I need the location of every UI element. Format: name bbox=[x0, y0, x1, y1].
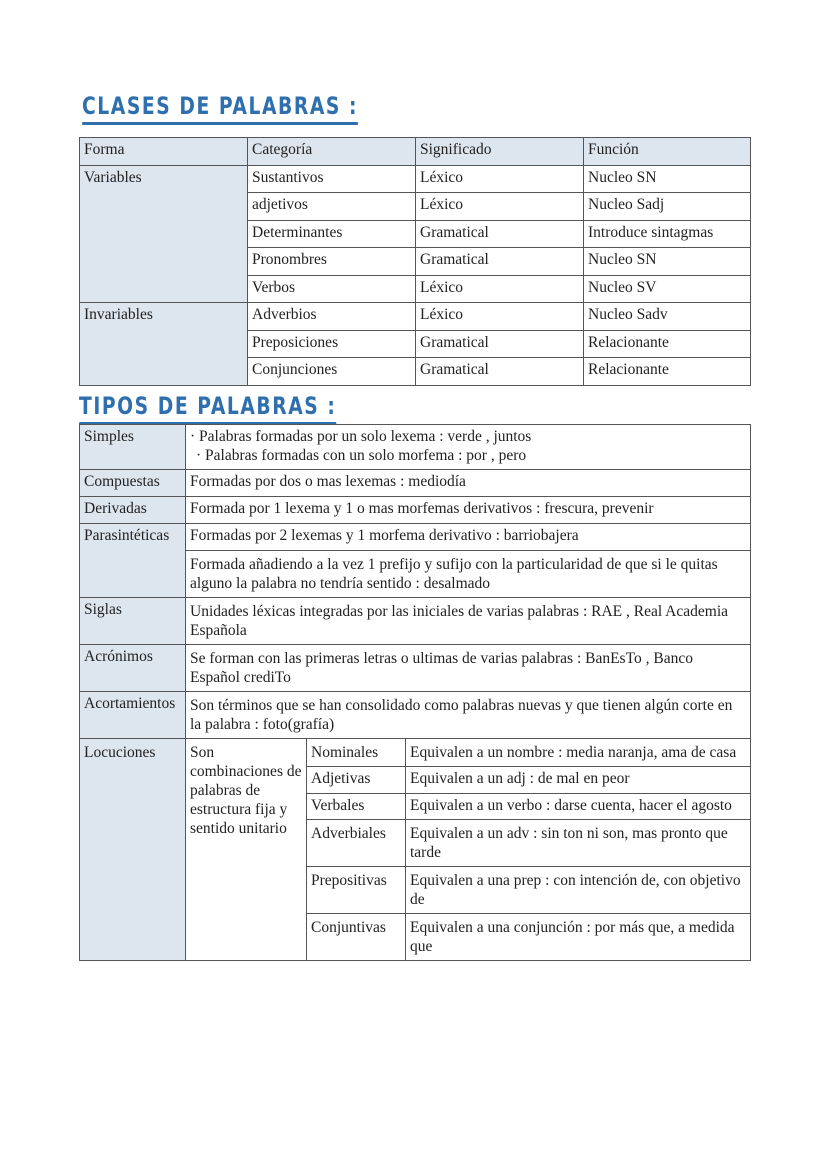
locuciones-description: Son combinaciones de palabras de estructura fija y sentido unitario bbox=[186, 739, 307, 961]
locucion-text: Equivalen a un verbo : darse cuenta, hacer el agosto bbox=[406, 794, 751, 820]
tipo-label: Acrónimos bbox=[80, 645, 186, 692]
table-row bbox=[80, 598, 751, 645]
tipo-description: Formada por 1 lexema y 1 o mas morfemas derivativos : frescura, prevenir bbox=[186, 497, 751, 524]
tipo-label: Parasintéticas bbox=[80, 524, 186, 598]
funcion-cell: Nucleo Sadv bbox=[584, 303, 751, 331]
clases-table bbox=[79, 137, 751, 386]
forma-cell: Invariables bbox=[80, 303, 248, 386]
funcion-cell: Relacionante bbox=[584, 358, 751, 386]
tipo-description: Se forman con las primeras letras o ultimas de varias palabras : BanEsTo , Banco Español crediTo bbox=[186, 645, 751, 692]
table-row bbox=[80, 524, 751, 551]
tipo-description: Formadas por 2 lexemas y 1 morfema derivativo : barriobajera bbox=[186, 524, 751, 551]
significado-cell: Gramatical bbox=[416, 248, 584, 276]
simples-line-1: · Palabras formadas por un solo lexema : verde , juntos bbox=[190, 428, 532, 445]
tipo-description: Unidades léxicas integradas por las iniciales de varias palabras : RAE , Real Academia Española bbox=[186, 598, 751, 645]
significado-cell: Gramatical bbox=[416, 330, 584, 358]
tipo-label: Derivadas bbox=[80, 497, 186, 524]
forma-cell: Variables bbox=[80, 165, 248, 303]
header-cell: Categoría bbox=[248, 138, 416, 166]
tipo-label: Siglas bbox=[80, 598, 186, 645]
significado-cell: Gramatical bbox=[416, 220, 584, 248]
section-title-tipos-text: TIPOS DE PALABRAS : bbox=[79, 392, 337, 420]
table-row bbox=[80, 165, 751, 193]
section-title-tipos bbox=[79, 392, 336, 420]
locucion-text: Equivalen a un adj : de mal en peor bbox=[406, 767, 751, 794]
categoria-cell: adjetivos bbox=[248, 193, 416, 221]
categoria-cell: Conjunciones bbox=[248, 358, 416, 386]
simples-line-2: · Palabras formadas con un solo morfema : por , pero bbox=[196, 447, 527, 464]
locucion-text: Equivalen a un nombre : media naranja, ama de casa bbox=[406, 739, 751, 767]
tipos-table bbox=[79, 424, 751, 961]
table-row bbox=[80, 739, 751, 767]
table-row bbox=[80, 645, 751, 692]
table-header-row bbox=[80, 138, 751, 166]
table-row bbox=[80, 692, 751, 739]
tipo-description bbox=[186, 425, 751, 470]
significado-cell: Léxico bbox=[416, 303, 584, 331]
tipo-description: Formada añadiendo a la vez 1 prefijo y sufijo con la particularidad de que si le quitas alguno la palabra no tendría sentido : desalmado bbox=[186, 551, 751, 598]
locucion-type: Adjetivas bbox=[307, 767, 406, 794]
table-row bbox=[80, 470, 751, 497]
tipo-description: Son términos que se han consolidado como palabras nuevas y que tienen algún corte en la palabra : foto(grafía) bbox=[186, 692, 751, 739]
categoria-cell: Determinantes bbox=[248, 220, 416, 248]
section-title-clases bbox=[82, 92, 358, 120]
table-row bbox=[80, 303, 751, 331]
funcion-cell: Nucleo SN bbox=[584, 248, 751, 276]
locucion-type: Adverbiales bbox=[307, 820, 406, 867]
locucion-text: Equivalen a un adv : sin ton ni son, mas pronto que tarde bbox=[406, 820, 751, 867]
funcion-cell: Nucleo Sadj bbox=[584, 193, 751, 221]
tipo-description: Formadas por dos o mas lexemas : mediodía bbox=[186, 470, 751, 497]
categoria-cell: Preposiciones bbox=[248, 330, 416, 358]
categoria-cell: Adverbios bbox=[248, 303, 416, 331]
tipo-label: Acortamientos bbox=[80, 692, 186, 739]
table-row bbox=[80, 497, 751, 524]
significado-cell: Léxico bbox=[416, 275, 584, 303]
funcion-cell: Nucleo SN bbox=[584, 165, 751, 193]
header-cell: Significado bbox=[416, 138, 584, 166]
section-title-clases-text: CLASES DE PALABRAS : bbox=[82, 92, 359, 120]
tipo-label: Locuciones bbox=[80, 739, 186, 961]
tipo-label: Compuestas bbox=[80, 470, 186, 497]
locucion-text: Equivalen a una conjunción : por más que, a medida que bbox=[406, 914, 751, 961]
funcion-cell: Introduce sintagmas bbox=[584, 220, 751, 248]
significado-cell: Léxico bbox=[416, 193, 584, 221]
categoria-cell: Verbos bbox=[248, 275, 416, 303]
table-row bbox=[80, 425, 751, 470]
header-cell: Función bbox=[584, 138, 751, 166]
title-underline bbox=[82, 122, 358, 125]
locucion-type: Conjuntivas bbox=[307, 914, 406, 961]
header-cell: Forma bbox=[80, 138, 248, 166]
funcion-cell: Nucleo SV bbox=[584, 275, 751, 303]
tipo-label: Simples bbox=[80, 425, 186, 470]
locucion-type: Verbales bbox=[307, 794, 406, 820]
significado-cell: Gramatical bbox=[416, 358, 584, 386]
locucion-type: Nominales bbox=[307, 739, 406, 767]
locucion-type: Prepositivas bbox=[307, 867, 406, 914]
locucion-text: Equivalen a una prep : con intención de, con objetivo de bbox=[406, 867, 751, 914]
categoria-cell: Sustantivos bbox=[248, 165, 416, 193]
significado-cell: Léxico bbox=[416, 165, 584, 193]
funcion-cell: Relacionante bbox=[584, 330, 751, 358]
categoria-cell: Pronombres bbox=[248, 248, 416, 276]
